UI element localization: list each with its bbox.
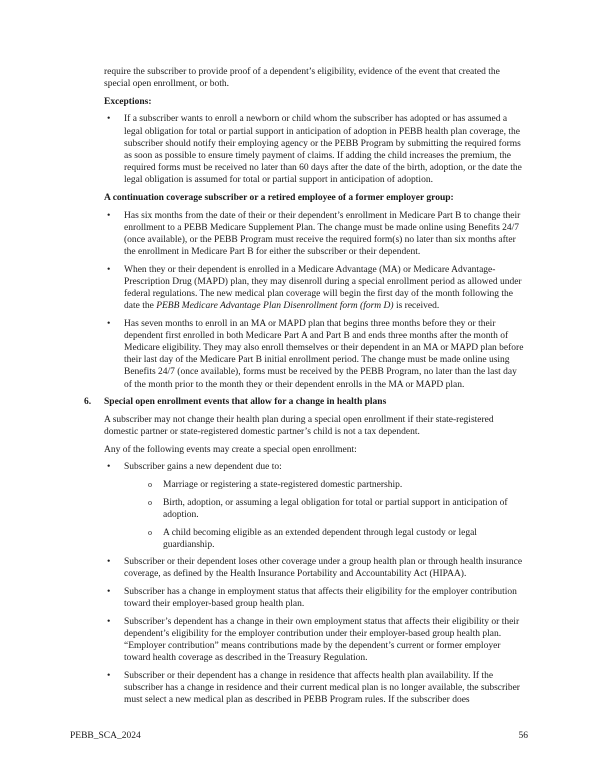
section-heading [84,396,525,408]
paragraph [104,96,525,108]
bullet-text [124,670,525,706]
text-run: A child becoming eligible as an extended dependent through legal custody or legal guardianship. [163,527,477,550]
bullet-marker: • [107,557,111,568]
document-content [84,66,525,712]
bullet-text [124,586,525,610]
bullet-item [104,670,525,706]
italic-text-run: PEBB Medicare Advantage Plan Disenrollment form (form D) [156,301,394,312]
text-run: Subscriber or their dependent loses other coverage under a group health plan or through health insurance coverage, as defined by the Health Insurance Portability and Accountability Act (HIPAA). [124,557,523,580]
bullet-text [124,318,525,391]
text-run: Subscriber’s dependent has a change in their own employment status that affects their eligibility or their dependent’s eligibility for the employer contribution under their employer-based group health plan. “Employer contribution” means contributions made by the dependent’s current or former employer toward health coverage as described in the Treasury Regulation. [124,616,520,664]
bullet-item [104,318,525,391]
bullet-item [104,616,525,665]
text-run: is received. [393,301,440,312]
bullet-marker: o [148,527,152,537]
footer-doc-id: PEBB_SCA_2024 [70,731,141,741]
footer-page-number: 56 [518,731,528,741]
paragraph [104,192,525,204]
bullet-marker: • [107,114,111,125]
bold-text-run: Special open enrollment events that allow for a change in health plans [104,397,387,408]
bullet-marker: o [148,497,152,507]
bullet-marker: o [148,480,152,490]
sub-bullet-item [145,479,525,491]
bold-text-run: A continuation coverage subscriber or a retired employee of a former employer group: [104,192,454,203]
bullet-item [104,113,525,186]
bullet-marker: • [107,210,111,221]
sub-bullet-item [145,527,525,551]
bold-text-run: Exceptions: [104,96,152,107]
bullet-item [104,210,525,259]
bullet-text [124,210,525,259]
paragraph [104,444,525,456]
bullet-text [163,527,525,551]
bullet-text [124,113,525,186]
bullet-marker: • [107,616,111,627]
text-run: require the subscriber to provide proof of a dependent’s eligibility, evidence of the event that created the special open enrollment, or both. [104,67,500,90]
text-run: Any of the following events may create a special open enrollment: [104,444,357,455]
bullet-marker: • [107,318,111,329]
bullet-text [124,264,525,313]
bullet-item [104,461,525,473]
text-run: If a subscriber wants to enroll a newborn or child whom the subscriber has adopted or has assumed a legal obligation for total or partial support in anticipation of adoption in PEBB health plan coverage, the subscriber should notify their employing agency or the PEBB Program by submitting the required forms as soon as possible to ensure timely payment of claims. If adding the child increases the premium, the required forms must be received no later than 60 days after the date of the birth, adoption, or the date the legal obligation is assumed for total or partial support in anticipation of adoption. [124,114,522,186]
text-run: Subscriber has a change in employment status that affects their eligibility for the employer contribution toward their employer-based group health plan. [124,587,517,610]
bullet-text [124,616,525,665]
paragraph [104,414,525,438]
bullet-item [104,586,525,610]
text-run: Has six months from the date of their or their dependent’s enrollment in Medicare Part B to change their enrollment to a PEBB Medicare Supplement Plan. The change must be made online using Benefits 24/7 (once available), or the PEBB Program must receive the required form(s) no later than six months after the enrollment in Medicare Part B for either the subscriber or their dependent. [124,210,521,258]
text-run: When they or their dependent is enrolled in a Medicare Advantage (MA) or Medicare Advantage-Prescription Drug (MAPD) plan, they may disenroll during a special enrollment period as allowed under federal regulations. The new medical plan coverage will begin the first day of the month following the date the [124,264,522,312]
section-title [104,396,525,408]
bullet-marker: • [107,671,111,682]
text-run: Subscriber gains a new dependent due to: [124,462,282,473]
bullet-marker: • [107,462,111,473]
bullet-item [104,556,525,580]
text-run: Has seven months to enroll in an MA or MAPD plan that begins three months before they or their dependent first enrolled in both Medicare Part A and Part B and ends three months after the month of Medicare eligibility. They may also enroll themselves or their dependent in an MA or MAPD plan before their last day of the Medicare Part B initial enrollment period. The change must be made online using Benefits 24/7 (once available), forms must be received by the PEBB Program, no later than the last day of the month prior to the month they or their dependent enrolls in the MA or MAPD plan. [124,318,524,390]
text-run: Marriage or registering a state-registered domestic partnership. [163,480,403,491]
text-run: Subscriber or their dependent has a change in residence that affects health plan availability. If the subscriber has a change in residence and their current medical plan is no longer available, the subscriber must select a new medical plan as described in PEBB Program rules. If the subscriber does [124,671,520,706]
bullet-text [163,497,525,521]
bullet-marker: • [107,264,111,275]
bullet-text [163,479,525,491]
page-footer [70,731,528,741]
bullet-item [104,264,525,313]
bullet-text [124,556,525,580]
section-number: 6. [84,397,92,408]
text-run: A subscriber may not change their health plan during a special open enrollment if their state-registered domestic partner or state-registered domestic partner’s child is not a tax dependent. [104,414,494,438]
bullet-text [124,461,525,473]
paragraph [104,66,525,90]
text-run: Birth, adoption, or assuming a legal obligation for total or partial support in anticipation of adoption. [163,497,508,520]
bullet-marker: • [107,587,111,598]
sub-bullet-item [145,497,525,521]
